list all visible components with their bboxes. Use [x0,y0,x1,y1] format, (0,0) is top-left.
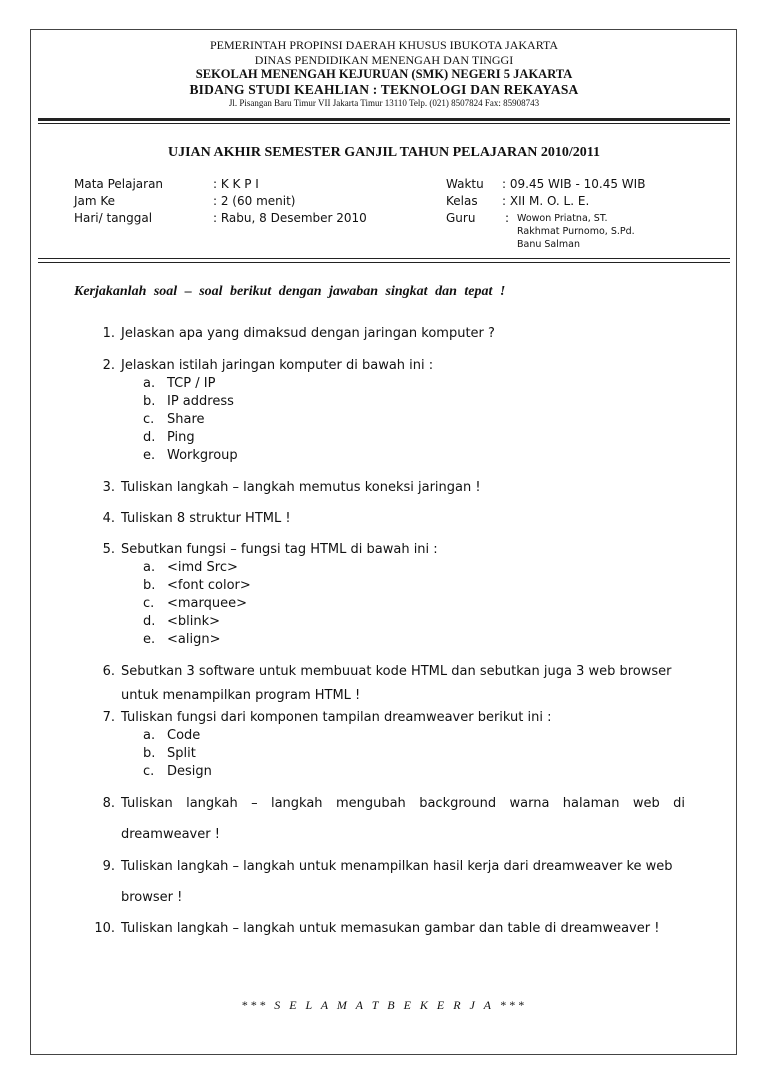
letterhead-rule-thin [38,123,730,124]
question-text: Jelaskan apa yang dimaksud dengan jaringan komputer ? [121,326,495,341]
sub-item-letter: d. [143,614,156,629]
sub-item [143,764,212,779]
teacher-colon: : [505,211,510,225]
question-3 [102,480,481,495]
question-6 [102,664,672,679]
sub-item [143,376,216,391]
sub-item [143,394,234,409]
question-number: 2. [102,358,115,373]
sub-item-text: Ping [167,430,195,445]
question-9 [102,859,673,874]
time-value: : 09.45 WIB - 10.45 WIB [502,177,646,191]
question-number: 5. [102,542,115,557]
info-rule-top [38,258,730,259]
question-text: Tuliskan langkah – langkah untuk menampilkan hasil kerja dari dreamweaver ke web [121,859,673,874]
sub-item-letter: a. [143,728,156,743]
question-text: Sebutkan 3 software untuk membuuat kode HTML dan sebutkan juga 3 web browser [121,664,672,679]
sub-item-text: Split [167,746,196,761]
sub-item [143,560,238,575]
question-number: 6. [102,664,115,679]
sub-item [143,746,196,761]
subject-value: : K K P I [213,177,259,191]
question-number: 10. [94,921,115,936]
teacher-label: Guru [446,211,476,225]
sub-item-letter: e. [143,632,156,647]
question-8-continuation: dreamweaver ! [121,827,220,842]
question-number: 4. [102,511,115,526]
info-rule-bottom [38,262,730,263]
letterhead-address: Jl. Pisangan Baru Timur VII Jakarta Timur 13110 Telp. (021) 8507824 Fax: 85908743 [228,98,540,108]
question-7 [102,710,552,725]
letterhead-department: DINAS PENDIDIKAN MENENGAH DAN TINGGI [254,53,514,67]
closing-message: *** S E L A M A T B E K E R J A *** [241,998,527,1012]
period-value: : 2 (60 menit) [213,194,296,208]
sub-item-letter: c. [143,596,155,611]
sub-item-letter: d. [143,430,156,445]
question-9-continuation: browser ! [121,890,183,905]
letterhead-rule-thick [38,118,730,121]
letterhead-government: PEMERINTAH PROPINSI DAERAH KHUSUS IBUKOTA JAKARTA [209,38,559,52]
sub-item [143,578,251,593]
teacher-name: Rakhmat Purnomo, S.Pd. [517,226,635,237]
question-text: Jelaskan istilah jaringan komputer di bawah ini : [121,358,434,373]
letterhead-school: SEKOLAH MENENGAH KEJURUAN (SMK) NEGERI 5 JAKARTA [195,67,573,81]
instruction: Kerjakanlah soal – soal berikut dengan jawaban singkat dan tepat ! [74,284,506,299]
question-number: 3. [102,480,115,495]
sub-item-letter: b. [143,578,156,593]
question-1 [102,326,495,341]
question-number: 8. [102,796,115,811]
teacher-name: Banu Salman [517,239,580,250]
question-text: Tuliskan fungsi dari komponen tampilan dreamweaver berikut ini : [121,710,552,725]
sub-item-text: TCP / IP [167,376,216,391]
class-label: Kelas [446,194,478,208]
period-label: Jam Ke [74,194,116,208]
sub-item-letter: b. [143,746,156,761]
class-value: : XII M. O. L. E. [502,194,590,208]
sub-item-letter: a. [143,560,156,575]
sub-item [143,448,238,463]
question-10 [94,921,660,936]
sub-item [143,614,221,629]
time-label: Waktu [446,177,484,191]
sub-item-text: <align> [167,632,221,647]
question-text: Tuliskan langkah – langkah mengubah background warna halaman web di [121,796,685,811]
question-number: 9. [102,859,115,874]
sub-item-letter: a. [143,376,156,391]
question-5 [102,542,438,557]
question-number: 7. [102,710,115,725]
sub-item-text: <marquee> [167,596,248,611]
question-text: Sebutkan fungsi – fungsi tag HTML di bawah ini : [121,542,438,557]
sub-item-text: <font color> [167,578,251,593]
sub-item-text: Design [167,764,212,779]
question-number: 1. [102,326,115,341]
question-8 [102,796,685,811]
sub-item [143,596,248,611]
sub-item-text: Code [167,728,201,743]
sub-item [143,632,221,647]
sub-item-text: <blink> [167,614,221,629]
sub-item-letter: e. [143,448,156,463]
sub-item [143,728,201,743]
subject-label: Mata Pelajaran [74,177,164,191]
question-6-continuation: untuk menampilkan program HTML ! [121,688,361,703]
question-2 [102,358,434,373]
sub-item-letter: b. [143,394,156,409]
day-label: Hari/ tanggal [74,211,153,225]
sub-item-letter: c. [143,412,155,427]
sub-item [143,412,205,427]
question-4 [102,511,291,526]
sub-item-letter: c. [143,764,155,779]
teacher-name: Wowon Priatna, ST. [517,213,608,224]
letterhead-field: BIDANG STUDI KEAHLIAN : TEKNOLOGI DAN REKAYASA [189,82,579,97]
sub-item-text: Share [167,412,205,427]
exam-title: UJIAN AKHIR SEMESTER GANJIL TAHUN PELAJARAN 2010/2011 [168,145,600,160]
sub-item-text: <imd Src> [167,560,238,575]
sub-item-text: Workgroup [167,448,238,463]
sub-item [143,430,195,445]
sub-item-text: IP address [167,394,234,409]
question-text: Tuliskan langkah – langkah memutus koneksi jaringan ! [121,480,481,495]
question-text: Tuliskan 8 struktur HTML ! [121,511,291,526]
question-text: Tuliskan langkah – langkah untuk memasukan gambar dan table di dreamweaver ! [121,921,660,936]
day-value: : Rabu, 8 Desember 2010 [213,211,367,225]
